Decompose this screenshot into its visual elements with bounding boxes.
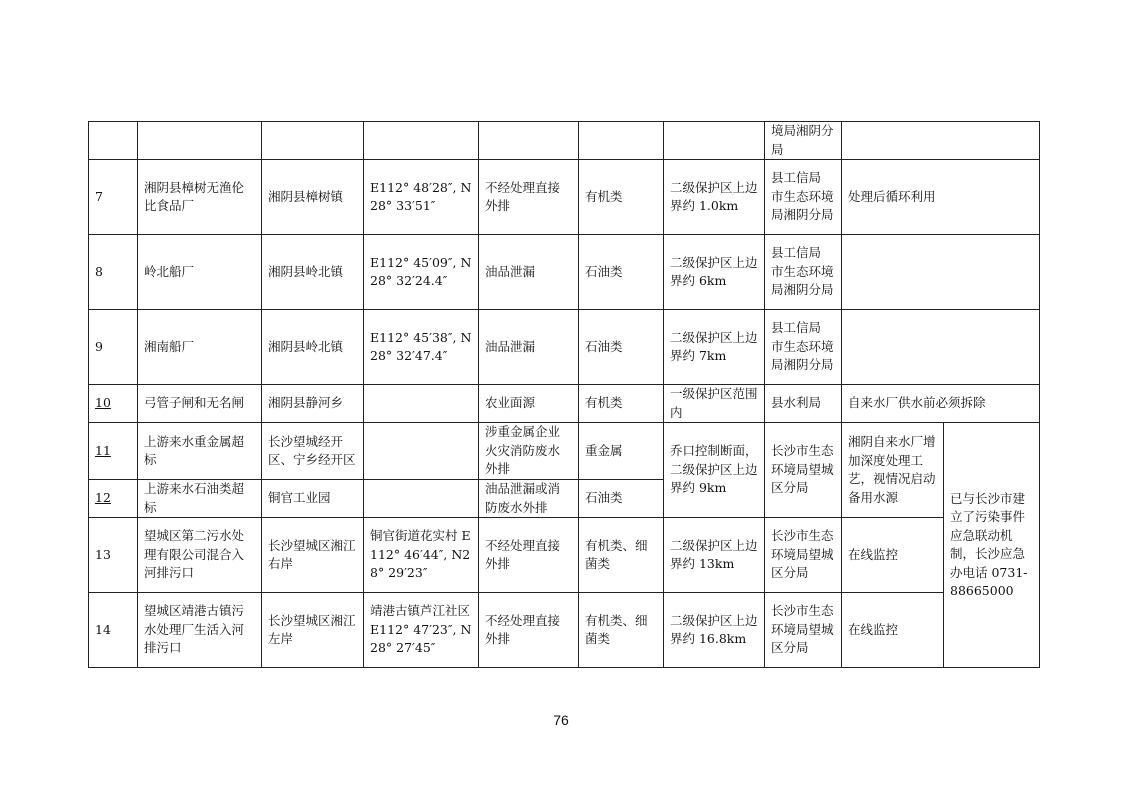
cell-position: 二级保护区上边界约 7km xyxy=(664,310,765,385)
cell-pollutant: 石油类 xyxy=(579,480,664,518)
cell-coords xyxy=(364,122,479,160)
cell-discharge: 油品泄漏 xyxy=(479,310,579,385)
cell-location xyxy=(262,122,364,160)
cell-name: 湘阴县樟树无渔伦比食品厂 xyxy=(138,160,262,235)
row-number: 11 xyxy=(95,442,111,458)
cell-location: 铜官工业园 xyxy=(262,480,364,518)
cell-name: 望城区第二污水处理有限公司混合入河排污口 xyxy=(138,518,262,593)
row-number: 12 xyxy=(95,490,111,506)
cell-no: 8 xyxy=(89,235,138,310)
cell-department: 境局湘阴分局 xyxy=(765,122,842,160)
cell-coords xyxy=(364,480,479,518)
cell-pollutant: 有机类 xyxy=(579,385,664,423)
cell-measure xyxy=(842,235,1040,310)
cell-name: 上游来水石油类超标 xyxy=(138,480,262,518)
cell-pollutant: 有机类 xyxy=(579,160,664,235)
cell-coords xyxy=(364,385,479,423)
cell-location: 长沙望城区湘江右岸 xyxy=(262,518,364,593)
cell-discharge: 不经处理直接外排 xyxy=(479,518,579,593)
table-row xyxy=(89,235,1040,310)
cell-coords: 铜官街道花实村 E112° 46′44″, N28° 29′23″ xyxy=(364,518,479,593)
cell-measure: 湘阴自来水厂增加深度处理工艺，视情况启动备用水源 xyxy=(842,423,944,518)
cell-no: 14 xyxy=(89,593,138,668)
cell-name: 望城区靖港古镇污水处理厂生活入河排污口 xyxy=(138,593,262,668)
cell-discharge: 不经处理直接外排 xyxy=(479,593,579,668)
cell-position: 二级保护区上边界约 16.8km xyxy=(664,593,765,668)
emergency-note: 已与长沙市建立了污染事件应急联动机制，长沙应急办电话 0731-88665000 xyxy=(944,423,1040,668)
page-number: 76 xyxy=(553,712,569,728)
cell-position: 二级保护区上边界约 13km xyxy=(664,518,765,593)
cell-location: 长沙望城区湘江左岸 xyxy=(262,593,364,668)
cell-no: 13 xyxy=(89,518,138,593)
cell-pollutant: 有机类、细菌类 xyxy=(579,593,664,668)
cell-position: 乔口控制断面，二级保护区上边界约 9km xyxy=(664,423,765,518)
cell-no xyxy=(89,480,138,518)
cell-department: 长沙市生态环境局望城区分局 xyxy=(765,518,842,593)
cell-discharge: 涉重金属企业火灾消防废水外排 xyxy=(479,423,579,480)
cell-position xyxy=(664,122,765,160)
cell-pollutant: 石油类 xyxy=(579,310,664,385)
cell-coords: E112° 45′09″, N28° 32′24.4″ xyxy=(364,235,479,310)
table-row xyxy=(89,310,1040,385)
cell-name xyxy=(138,122,262,160)
cell-discharge: 农业面源 xyxy=(479,385,579,423)
cell-department: 县工信局 市生态环境局湘阴分局 xyxy=(765,310,842,385)
cell-location: 湘阴县静河乡 xyxy=(262,385,364,423)
table-row xyxy=(89,518,1040,593)
cell-name: 岭北船厂 xyxy=(138,235,262,310)
cell-measure: 处理后循环利用 xyxy=(842,160,1040,235)
pollution-risk-table xyxy=(88,121,1040,668)
cell-discharge xyxy=(479,122,579,160)
cell-pollutant: 石油类 xyxy=(579,235,664,310)
table-row xyxy=(89,423,1040,480)
cell-name: 上游来水重金属超标 xyxy=(138,423,262,480)
cell-department: 县工信局 市生态环境局湘阴分局 xyxy=(765,235,842,310)
cell-measure xyxy=(842,122,1040,160)
cell-position: 二级保护区上边界约 1.0km xyxy=(664,160,765,235)
cell-coords: E112° 48′28″, N28° 33′51″ xyxy=(364,160,479,235)
cell-discharge: 油品泄漏或消防废水外排 xyxy=(479,480,579,518)
cell-position: 二级保护区上边界约 6km xyxy=(664,235,765,310)
cell-no xyxy=(89,385,138,423)
cell-measure xyxy=(842,310,1040,385)
cell-name: 弓管子闸和无名闸 xyxy=(138,385,262,423)
table-row xyxy=(89,593,1040,668)
table-row xyxy=(89,385,1040,423)
cell-measure: 自来水厂供水前必须拆除 xyxy=(842,385,1040,423)
cell-location: 湘阴县岭北镇 xyxy=(262,235,364,310)
cell-pollutant xyxy=(579,122,664,160)
row-number: 10 xyxy=(95,395,111,411)
table-row xyxy=(89,160,1040,235)
cell-location: 湘阴县樟树镇 xyxy=(262,160,364,235)
cell-discharge: 油品泄漏 xyxy=(479,235,579,310)
cell-no: 7 xyxy=(89,160,138,235)
cell-pollutant: 有机类、细菌类 xyxy=(579,518,664,593)
cell-location: 湘阴县岭北镇 xyxy=(262,310,364,385)
cell-position: 一级保护区范围内 xyxy=(664,385,765,423)
cell-location: 长沙望城经开区、宁乡经开区 xyxy=(262,423,364,480)
cell-pollutant: 重金属 xyxy=(579,423,664,480)
cell-measure: 在线监控 xyxy=(842,593,944,668)
cell-coords xyxy=(364,423,479,480)
cell-measure: 在线监控 xyxy=(842,518,944,593)
cell-no xyxy=(89,423,138,480)
cell-department: 长沙市生态环境局望城区分局 xyxy=(765,423,842,518)
cell-discharge: 不经处理直接外排 xyxy=(479,160,579,235)
cell-no xyxy=(89,122,138,160)
cell-no: 9 xyxy=(89,310,138,385)
cell-name: 湘南船厂 xyxy=(138,310,262,385)
table-row xyxy=(89,122,1040,160)
cell-coords: 靖港古镇芦江社区 E112° 47′23″, N28° 27′45″ xyxy=(364,593,479,668)
cell-department: 长沙市生态环境局望城区分局 xyxy=(765,593,842,668)
cell-department: 县水利局 xyxy=(765,385,842,423)
cell-department: 县工信局 市生态环境局湘阴分局 xyxy=(765,160,842,235)
cell-coords: E112° 45′38″, N28° 32′47.4″ xyxy=(364,310,479,385)
